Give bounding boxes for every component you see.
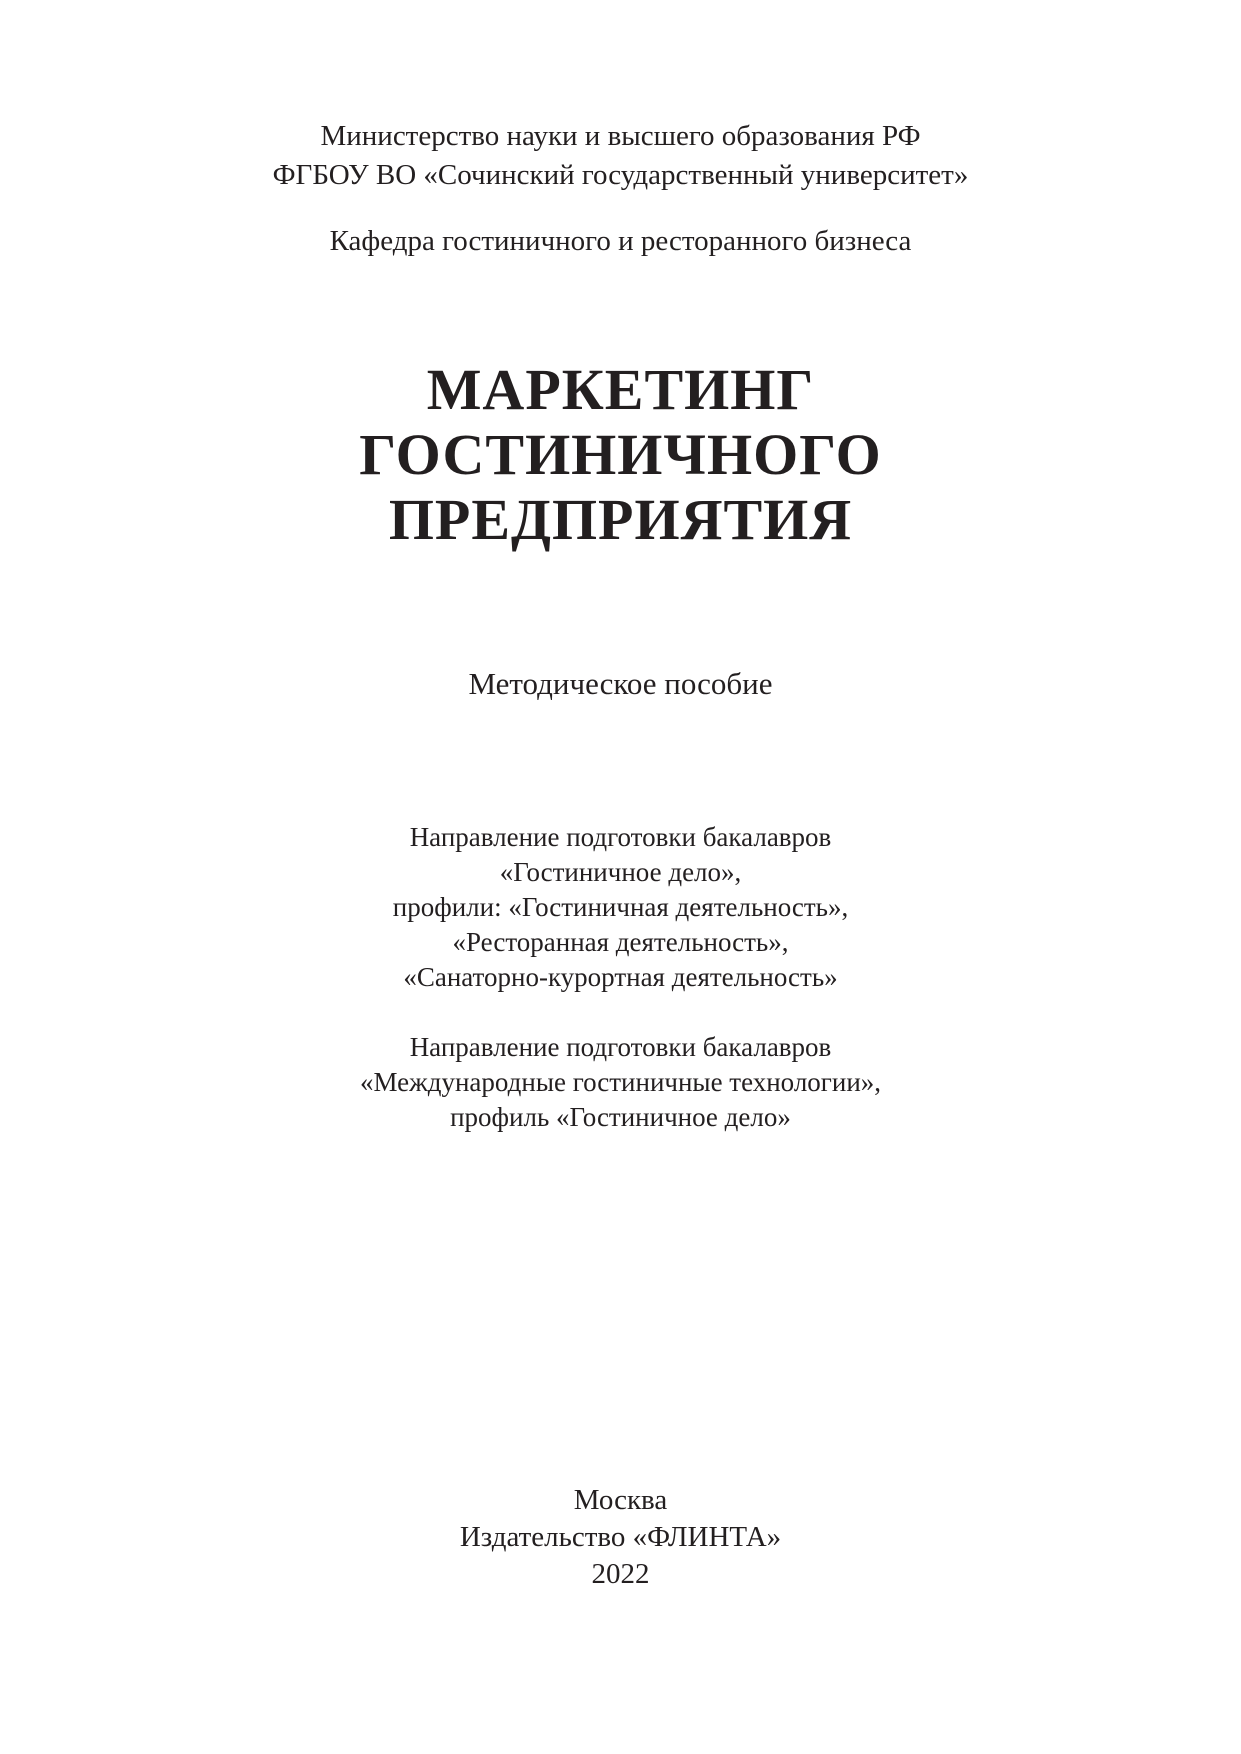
title-line-3: ПРЕДПРИЯТИЯ [388,487,853,552]
imprint-publisher: Издательство «ФЛИНТА» [459,1521,782,1553]
book-subtitle: Методическое пособие [468,666,773,701]
direction-1-line-4: «Ресторанная деятельность», [452,927,789,957]
direction-1-line-1: Направление подготовки бакалавров [409,822,832,852]
title-line-1: МАРКЕТИНГ [426,357,815,422]
ministry-name: Министерство науки и высшего образования РФ [320,120,921,152]
direction-2-line-3: профиль «Гостиничное дело» [450,1102,791,1132]
direction-1-line-5: «Санаторно-курортная деятельность» [403,962,838,992]
title-line-2: ГОСТИНИЧНОГО [359,422,882,487]
imprint-city: Москва [573,1484,668,1516]
department-name: Кафедра гостиничного и ресторанного бизнеса [329,225,912,257]
direction-2-line-1: Направление подготовки бакалавров [409,1032,832,1062]
direction-1-line-3: профили: «Гостиничная деятельность», [392,892,849,922]
direction-1-line-2: «Гостиничное дело», [499,857,742,887]
imprint-year: 2022 [591,1558,650,1590]
direction-2-line-2: «Международные гостиничные технологии», [359,1067,882,1097]
university-name: ФГБОУ ВО «Сочинский государственный университет» [272,159,969,191]
